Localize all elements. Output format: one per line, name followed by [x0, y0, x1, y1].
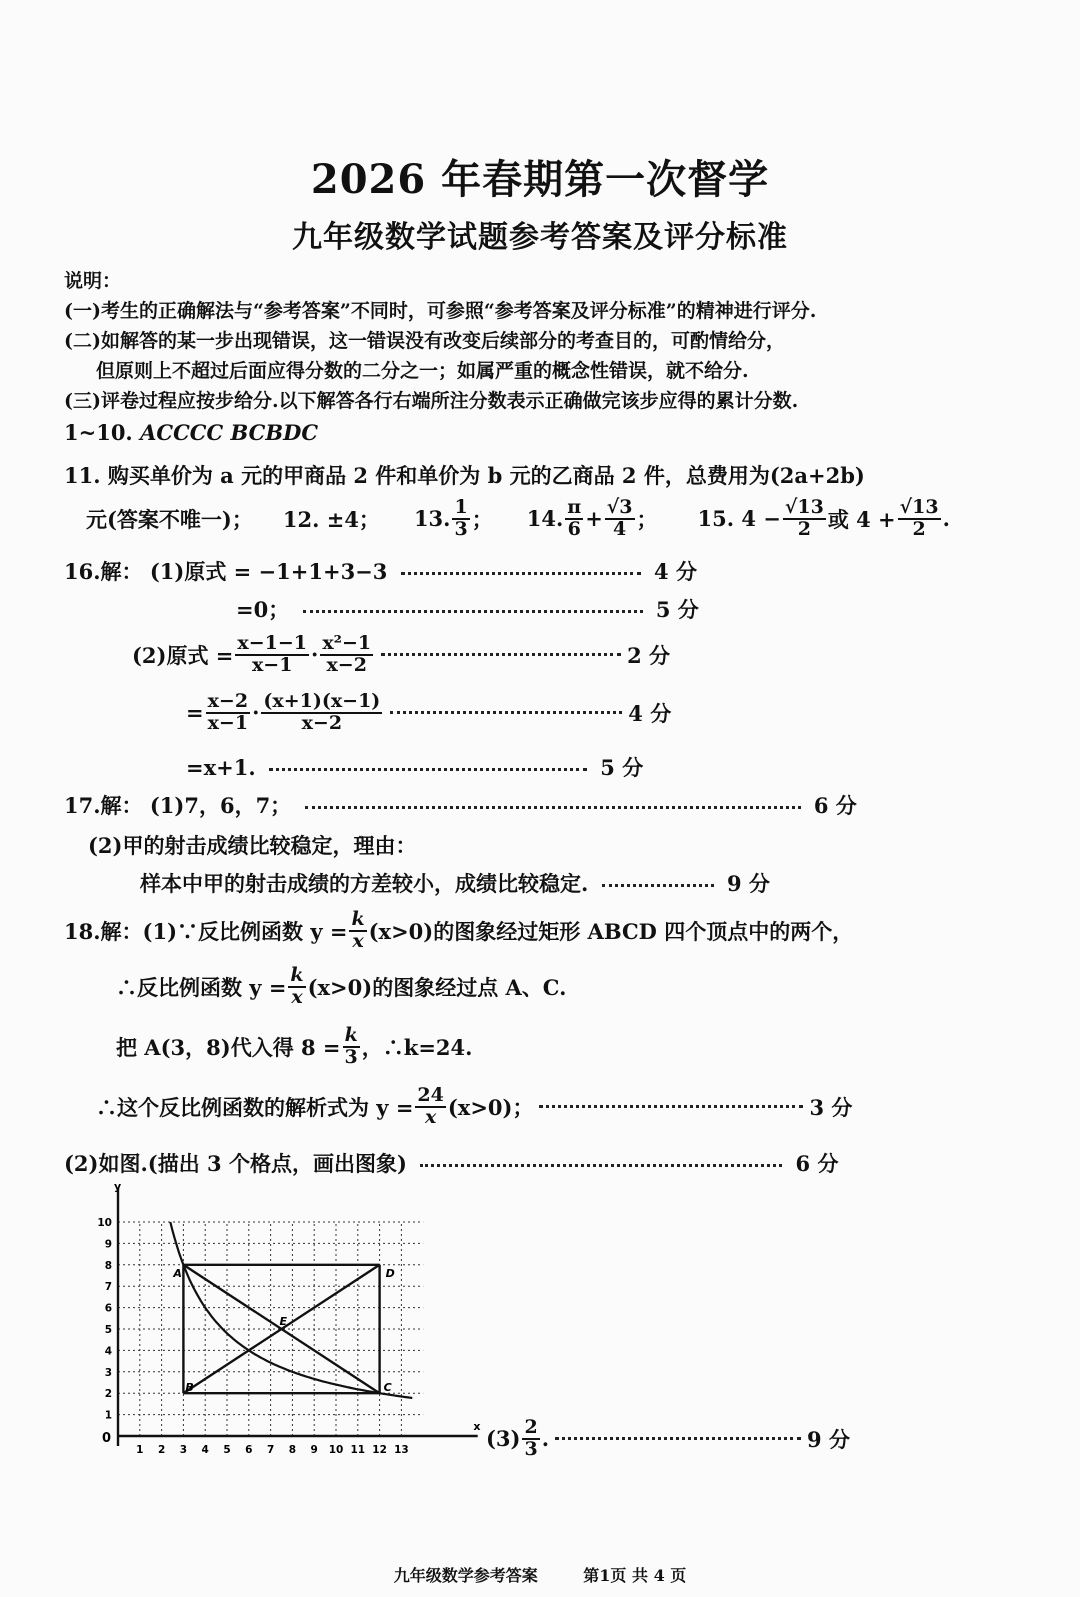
dot-leader — [269, 768, 587, 771]
page-footer — [0, 1563, 1080, 1586]
q18-frac-k-2 — [288, 966, 305, 1008]
q18-frac-k-2-den: x — [291, 985, 303, 1008]
q18-p1b: (x>0)的图象经过矩形 ABCD 四个顶点中的两个， — [368, 918, 854, 944]
x-tick-label: 10 — [328, 1444, 344, 1456]
q18-frac-23 — [522, 1418, 539, 1460]
hyperbola-curve — [170, 1222, 412, 1398]
q14-label: 14. — [526, 506, 564, 532]
q16-score-2c: 5 分 — [600, 755, 644, 780]
q14-b-denominator: 4 — [613, 517, 627, 540]
q15-label: 15. 4 − — [697, 506, 781, 532]
q18-p3b: ，∴k=24. — [361, 1034, 473, 1060]
footer-text: 九年级数学参考答案 — [393, 1566, 538, 1585]
dot-leader — [390, 711, 622, 714]
dot-leader — [303, 610, 643, 613]
y-axis-label: y — [114, 1179, 122, 1193]
q16-p2a-frac2-den: x−2 — [326, 653, 367, 676]
axes — [102, 1180, 480, 1446]
q18-line2 — [116, 966, 566, 1008]
point-label-B: B — [185, 1381, 194, 1395]
q15-b-denominator: 2 — [912, 517, 926, 540]
q18-line5 — [64, 1148, 838, 1178]
grid — [118, 1222, 423, 1436]
q16-p2b-frac1-num: x−2 — [207, 690, 249, 712]
q16-p2b-frac2-den: x−2 — [301, 711, 343, 734]
rectangle-and-diagonals — [183, 1265, 379, 1393]
q16-p2a-frac1 — [235, 634, 309, 676]
q18-frac-24 — [415, 1086, 445, 1128]
q18-frac-24-num: 24 — [417, 1084, 444, 1106]
y-tick-label: 8 — [104, 1259, 112, 1272]
mc-answer-letters: ACCCC BCBDC — [140, 420, 319, 445]
q16-score-1a: 4 分 — [654, 559, 697, 584]
q14-sep: ； — [636, 506, 658, 532]
x-tick-label: 12 — [372, 1444, 387, 1456]
q18-frac-k3-den: 3 — [344, 1045, 358, 1068]
q16-line1 — [64, 556, 697, 586]
note-2b: 但原则上不超过后面应得分数的二分之一；如属严重的概念性错误，就不给分. — [96, 360, 749, 382]
x-tick-label: 4 — [201, 1444, 209, 1456]
q16-p2b-frac2 — [261, 692, 382, 734]
q15-a-denominator: 2 — [797, 517, 811, 540]
q16-p1a: (1)原式 = −1+1+3−3 — [149, 559, 388, 584]
q17-line3 — [140, 868, 770, 898]
mc-label: 1~10. — [64, 420, 133, 445]
q14-a-denominator: 6 — [567, 517, 581, 540]
dot-leader — [420, 1164, 782, 1167]
y-tick-label: 1 — [104, 1409, 112, 1422]
point-label-E: E — [279, 1315, 288, 1328]
q18-line3 — [116, 1026, 472, 1068]
note-1: (一)考生的正确解法与“参考答案”不同时，可参照“参考答案及评分标准”的精神进行评分. — [64, 300, 817, 322]
q18-score-2: 6 分 — [795, 1151, 839, 1176]
point-label-D: D — [385, 1266, 395, 1280]
q12-answer: 12. ±4； — [282, 506, 380, 532]
dot-leader — [602, 884, 714, 887]
q18-p6b: . — [541, 1426, 550, 1452]
tick-labels — [97, 1217, 408, 1456]
q16-score-2b: 4 分 — [628, 700, 672, 726]
dot-leader — [305, 806, 801, 809]
q15-fraction-b — [898, 498, 941, 540]
q18-frac-k-1 — [349, 910, 366, 952]
dot-leader — [401, 572, 641, 575]
q16-score-2a: 2 分 — [627, 642, 671, 668]
q16-p2b-frac2-num: (x+1)(x−1) — [263, 690, 381, 712]
note-2a: (二)如解答的某一步出现错误，这一错误没有改变后续部分的考查目的，可酌情给分， — [64, 330, 785, 352]
q18-frac-k3-num: k — [344, 1024, 358, 1046]
q16-p2a-frac1-den: x−1 — [251, 653, 293, 676]
x-tick-label: 5 — [223, 1444, 231, 1456]
q17-score-3: 9 分 — [726, 871, 770, 896]
point-label-A: A — [173, 1266, 182, 1280]
q14-fraction-b — [605, 498, 635, 540]
q15-or: 或 4 + — [827, 506, 896, 532]
x-tick-label: 13 — [394, 1444, 409, 1456]
x-axis-label: x — [473, 1420, 481, 1433]
q14-a-numerator: π — [567, 496, 582, 518]
q16-line5 — [186, 752, 643, 782]
q16-p2a-frac1-num: x−1−1 — [237, 632, 307, 654]
q13-denominator: 3 — [454, 517, 468, 540]
function-graph — [88, 1178, 488, 1468]
q17-p3: 样本中甲的射击成绩的方差较小，成绩比较稳定. — [140, 871, 589, 896]
q18-frac-k-2-num: k — [290, 964, 304, 986]
q16-p2a-pre: (2)原式 = — [132, 642, 234, 668]
q18-line6 — [486, 1418, 850, 1460]
q17-label: 17.解： — [64, 793, 143, 818]
mc-answers — [64, 420, 318, 445]
q18-p4a: ∴这个反比例函数的解析式为 y = — [96, 1094, 414, 1120]
q18-score-3: 9 分 — [807, 1426, 850, 1452]
q11-15-line2: 元(答案不唯一)； 12. ±4； 13. $\frac{1}{3}$ ； 14. $\frac{\pi}{6}$ + $\frac{√3}{4}$ ； 15. 4 − $\frac{√13}{2}$ 或 4 + $\frac{√13}{2}$ . — [86, 496, 950, 540]
q15-fraction-a — [783, 498, 826, 540]
q16-score-1b: 5 分 — [655, 597, 699, 622]
x-tick-label: 8 — [288, 1444, 297, 1456]
q18-frac-k-1-den: x — [352, 929, 364, 952]
q16-p2a-frac2-num: x²−1 — [322, 632, 372, 654]
q13-fraction — [452, 498, 469, 540]
x-tick-label: 3 — [179, 1444, 188, 1456]
q18-line4 — [96, 1086, 852, 1128]
q13-numerator: 1 — [454, 496, 468, 518]
q15-a-numerator: √13 — [784, 496, 824, 518]
q18-p6: (3) — [486, 1426, 521, 1452]
page-subtitle: 九年级数学试题参考答案及评分标准 — [292, 220, 788, 255]
dot-leader — [381, 653, 621, 656]
q16-line3: (2)原式 = $\frac{x-1-1}{x-1}$ · $\frac{\text{x²−1}}{x-2}$ 2 分 — [132, 632, 671, 676]
q11-suffix: 元(答案不唯一)； — [86, 506, 253, 532]
x-tick-label: 11 — [350, 1444, 366, 1456]
q17-p1: (1)7，6，7； — [149, 793, 292, 818]
q16-p2a-frac2 — [320, 634, 373, 676]
q18-line1 — [64, 910, 853, 952]
q16-p2b-frac1-den: x−1 — [207, 711, 249, 734]
q18-frac-k-1-num: k — [351, 908, 365, 930]
q14-b-numerator: √3 — [606, 496, 633, 518]
q18-p5: (2)如图.(描出 3 个格点，画出图象) — [64, 1151, 407, 1176]
y-tick-label: 10 — [97, 1217, 112, 1229]
q18-p2a: ∴反比例函数 y = — [116, 974, 287, 1000]
q16-line2 — [236, 594, 699, 624]
x-tick-label: 2 — [157, 1444, 166, 1456]
origin-label: 0 — [102, 1431, 112, 1446]
y-tick-label: 5 — [104, 1324, 112, 1336]
page-title: 2026 年春期第一次督学 — [310, 156, 770, 203]
note-3: (三)评卷过程应按步给分.以下解答各行右端所注分数表示正确做完该步应得的累计分数. — [64, 390, 799, 412]
q17-p2: (2)甲的射击成绩比较稳定，理由： — [88, 833, 417, 858]
q13-label: 13. — [413, 506, 451, 532]
q16-p2b-frac1 — [206, 692, 250, 734]
y-tick-label: 2 — [104, 1388, 112, 1401]
q18-frac-23-num: 2 — [524, 1416, 538, 1438]
notes-heading: 说明： — [64, 270, 122, 292]
q18-label: 18.解： — [64, 918, 143, 944]
y-tick-label: 6 — [104, 1302, 112, 1315]
q16-label: 16.解： — [64, 559, 143, 584]
q18-frac-23-den: 3 — [524, 1437, 538, 1460]
q17-line1 — [64, 790, 857, 820]
q18-p4b: (x>0)； — [447, 1094, 534, 1120]
x-tick-label: 1 — [136, 1444, 144, 1456]
y-tick-label: 4 — [104, 1345, 112, 1358]
point-label-C: C — [383, 1381, 392, 1395]
q18-p1a: (1)∵反比例函数 y = — [142, 918, 348, 944]
q16-p2c: =x+1. — [186, 755, 256, 780]
q16-line4: = $\frac{x-2}{x-1}$ · $\frac{(x+1)(x-1)}{x-2}$ 4 分 — [186, 690, 672, 734]
q18-score-1: 3 分 — [809, 1094, 853, 1120]
q16-p1b: =0； — [236, 597, 290, 622]
dot-leader — [539, 1105, 803, 1108]
y-tick-label: 9 — [104, 1238, 112, 1251]
q18-p2b: (x>0)的图象经过点 A、C. — [307, 974, 567, 1000]
q13-sep: ； — [471, 506, 493, 532]
q18-frac-24-den: x — [424, 1105, 437, 1128]
q14-fraction-a — [565, 498, 583, 540]
x-tick-label: 6 — [245, 1444, 253, 1456]
footer-page: 第1页 共 4 页 — [583, 1566, 687, 1585]
q18-p3a: 把 A(3，8)代入得 8 = — [116, 1034, 341, 1060]
q18-frac-k3 — [343, 1026, 360, 1068]
y-tick-label: 3 — [104, 1366, 112, 1379]
q17-score-1: 6 分 — [813, 793, 857, 818]
q15-b-numerator: √13 — [899, 496, 939, 518]
x-tick-label: 9 — [310, 1444, 318, 1456]
q11-line1: 11. 购买单价为 a 元的甲商品 2 件和单价为 b 元的乙商品 2 件，总费用为(2a+2b) — [64, 463, 865, 488]
q15-period: . — [942, 506, 950, 532]
y-tick-label: 7 — [104, 1281, 112, 1294]
x-tick-label: 7 — [266, 1444, 275, 1456]
dot-leader — [555, 1437, 801, 1440]
